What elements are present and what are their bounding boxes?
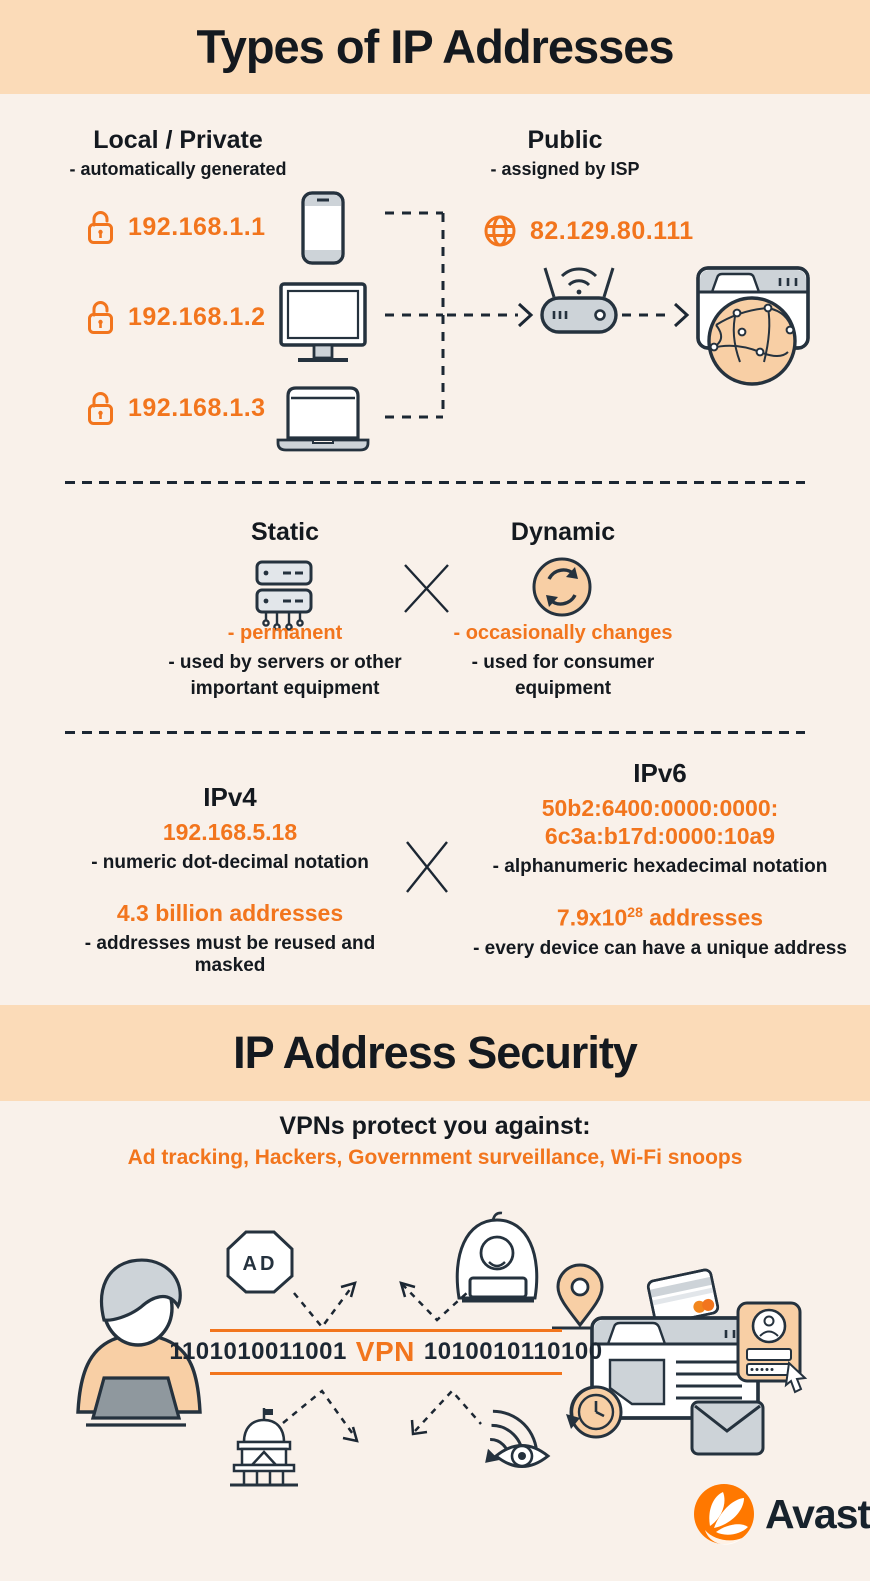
public-subtitle: - assigned by ISP bbox=[490, 159, 640, 179]
static-title: Static bbox=[250, 518, 320, 546]
ipv6-note: - every device can have a unique address bbox=[473, 937, 847, 959]
monitor-icon bbox=[281, 284, 365, 360]
ipv6-block bbox=[460, 758, 860, 960]
location-pin-icon bbox=[552, 1265, 602, 1328]
router-icon bbox=[542, 268, 616, 332]
lock-icon bbox=[86, 390, 115, 426]
cross-icon bbox=[400, 838, 454, 896]
wifi-snooping-icon bbox=[463, 1402, 548, 1485]
ad-label: AD bbox=[242, 1253, 278, 1275]
dynamic-point-1: - occasionally changes bbox=[453, 622, 673, 644]
ipv6-address-2: 6c3a:b17d:0000:10a9 bbox=[544, 823, 776, 849]
server-icon bbox=[257, 562, 311, 630]
ipv6-count: $7.9x10^{28}$ addresses bbox=[556, 904, 764, 931]
private-ip-1: 192.168.1.1 bbox=[128, 212, 266, 241]
login-card-icon bbox=[738, 1303, 805, 1392]
security-band bbox=[0, 1005, 870, 1101]
static-point-2a: - used by servers or other bbox=[168, 652, 402, 673]
ipv6-title: IPv6 bbox=[633, 758, 687, 788]
binary-right: 1010010110100 bbox=[423, 1338, 603, 1365]
static-point-2b: important equipment bbox=[190, 678, 380, 699]
ipv6-notation: - alphanumeric hexadecimal notation bbox=[492, 856, 828, 877]
avast-wordmark: Avast bbox=[765, 1490, 870, 1537]
globe-icon bbox=[483, 214, 517, 248]
public-ip-row bbox=[483, 211, 694, 251]
vpn-heading: VPNs protect you against: bbox=[279, 1112, 591, 1140]
hacker-icon bbox=[457, 1213, 537, 1301]
dashed-divider bbox=[65, 731, 805, 734]
local-private-subtitle: - automatically generated bbox=[69, 159, 287, 179]
page-title: Types of IP Addresses bbox=[196, 20, 674, 73]
private-ip-row bbox=[86, 297, 266, 337]
dashed-arrow bbox=[294, 1283, 469, 1327]
ad-blocker-icon bbox=[228, 1232, 292, 1292]
private-ip-row bbox=[86, 207, 266, 247]
avast-logo bbox=[693, 1483, 870, 1545]
ipv4-count: 4.3 billion addresses bbox=[116, 900, 344, 926]
static-points bbox=[130, 622, 440, 702]
dynamic-point-2a: - used for consumer bbox=[471, 652, 655, 673]
public-ip: 82.129.80.111 bbox=[530, 216, 694, 245]
cross-icon bbox=[405, 565, 448, 612]
vpn-tunnel-label bbox=[169, 1329, 603, 1375]
ipv4-note: - addresses must be reused and masked bbox=[84, 933, 376, 976]
envelope-icon bbox=[692, 1402, 763, 1454]
ipv6-address-1: 50b2:6400:0000:0000: bbox=[541, 795, 779, 821]
vpn-label: VPN bbox=[355, 1336, 415, 1367]
smartphone-icon bbox=[303, 193, 343, 263]
ipv4-block bbox=[50, 782, 410, 977]
binary-left: 1101010011001 bbox=[169, 1338, 347, 1365]
browser-globe-icon bbox=[698, 268, 808, 384]
ipv4-title: IPv4 bbox=[203, 782, 257, 812]
dynamic-point-2b: equipment bbox=[514, 678, 612, 699]
local-private-title: Local / Private bbox=[93, 126, 263, 154]
static-point-1: - permanent bbox=[227, 622, 343, 644]
security-title: IP Address Security bbox=[233, 1027, 637, 1078]
ipv4-address: 192.168.5.18 bbox=[162, 819, 298, 845]
header-band bbox=[0, 0, 870, 94]
dynamic-points bbox=[438, 622, 688, 702]
refresh-icon bbox=[534, 559, 590, 615]
history-clock-icon bbox=[566, 1387, 621, 1437]
lock-icon bbox=[86, 299, 115, 335]
dynamic-title: Dynamic bbox=[510, 518, 616, 546]
private-ip-2: 192.168.1.2 bbox=[128, 302, 266, 331]
dashed-arrow bbox=[283, 1391, 481, 1441]
ipv4-notation: - numeric dot-decimal notation bbox=[91, 852, 369, 873]
lock-icon bbox=[86, 209, 115, 245]
laptop-icon bbox=[278, 388, 368, 450]
avast-logo-mark bbox=[693, 1483, 755, 1545]
public-title: Public bbox=[527, 126, 603, 154]
threat-list: Ad tracking, Hackers, Government surveillance, Wi-Fi snoops bbox=[127, 1146, 743, 1169]
private-ip-row bbox=[86, 388, 266, 428]
private-ip-3: 192.168.1.3 bbox=[128, 393, 266, 422]
